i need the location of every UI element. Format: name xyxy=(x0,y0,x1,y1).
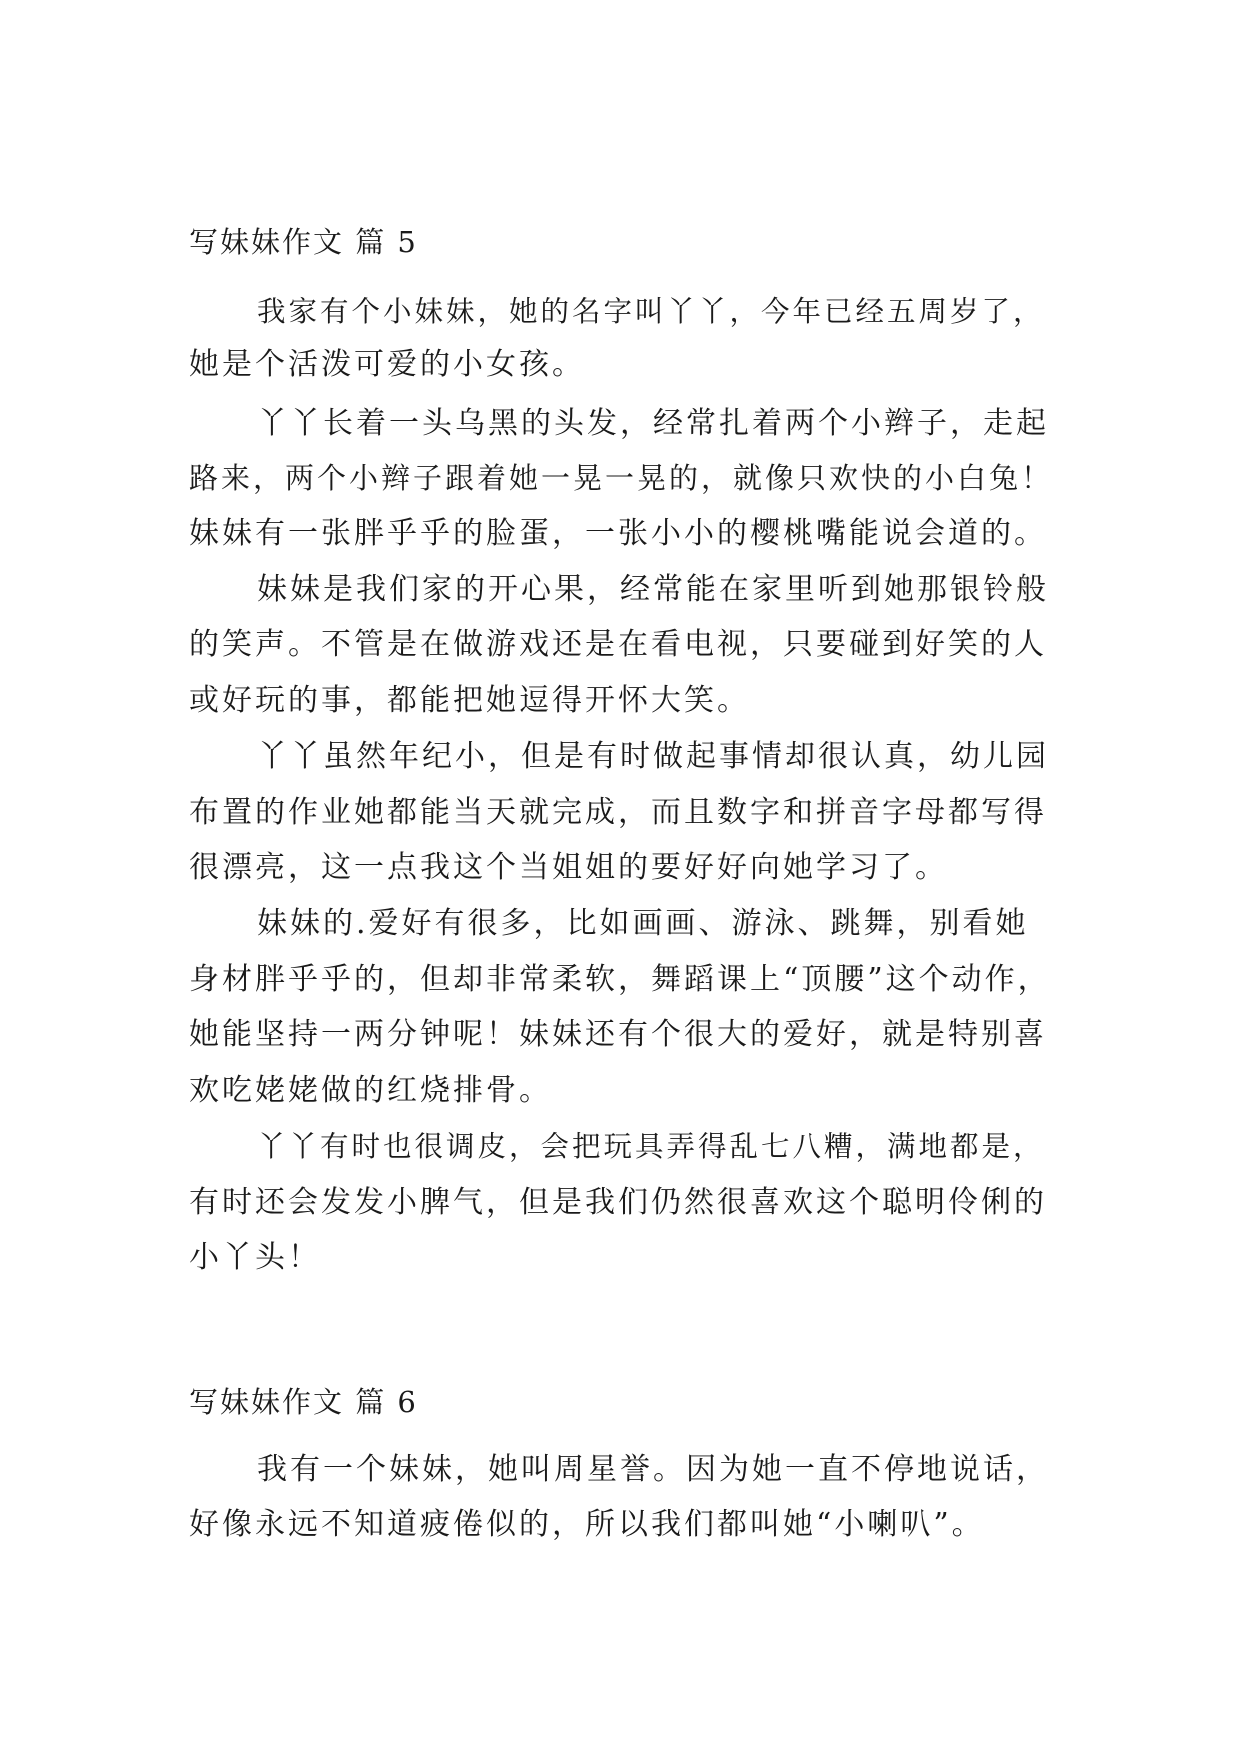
essay-5-line: 布置的作业她都能当天就完成，而且数字和拼音字母都写得 xyxy=(189,795,1047,830)
essay-5-line: 或好玩的事，都能把她逗得开怀大笑。 xyxy=(189,683,750,718)
essay-5-line: 丫丫长着一头乌黑的头发，经常扎着两个小辫子，走起 xyxy=(257,406,1049,441)
essay-5-line: 有时还会发发小脾气，但是我们仍然很喜欢这个聪明伶俐的 xyxy=(189,1185,1047,1220)
essay-6-line: 好像永远不知道疲倦似的，所以我们都叫她“小喇叭”。 xyxy=(189,1507,985,1542)
essay-5-line: 路来，两个小辫子跟着她一晃一晃的，就像只欢快的小白兔！ xyxy=(189,461,1054,495)
essay-6-line: 我有一个妹妹，她叫周星誉。因为她一直不停地说话， xyxy=(257,1452,1049,1487)
essay-5-line: 妹妹的.爱好有很多，比如画画、游泳、跳舞，别看她 xyxy=(257,906,1029,941)
essay-5-line: 很漂亮，这一点我这个当姐姐的要好好向她学习了。 xyxy=(189,850,948,885)
essay-5-line: 丫丫虽然年纪小，但是有时做起事情却很认真，幼儿园 xyxy=(257,739,1049,774)
essay-5-line: 她能坚持一两分钟呢！妹妹还有个很大的爱好，就是特别喜 xyxy=(189,1017,1047,1052)
essay-5-line: 欢吃姥姥做的红烧排骨。 xyxy=(189,1073,552,1108)
essay-6-title: 写妹妹作文 篇 6 xyxy=(189,1385,418,1419)
essay-5-line: 妹妹有一张胖乎乎的脸蛋，一张小小的樱桃嘴能说会道的。 xyxy=(189,516,1047,551)
essay-5-line: 她是个活泼可爱的小女孩。 xyxy=(189,347,585,382)
essay-5-line: 丫丫有时也很调皮，会把玩具弄得乱七八糟，满地都是， xyxy=(257,1130,1045,1163)
essay-5-line: 妹妹是我们家的开心果，经常能在家里听到她那银铃般 xyxy=(257,572,1049,607)
essay-5-title: 写妹妹作文 篇 5 xyxy=(189,225,418,259)
essay-5-line: 的笑声。不管是在做游戏还是在看电视，只要碰到好笑的人 xyxy=(189,627,1047,662)
essay-5-line: 我家有个小妹妹，她的名字叫丫丫，今年已经五周岁了， xyxy=(257,295,1045,328)
essay-5-line: 身材胖乎乎的，但却非常柔软，舞蹈课上“顶腰”这个动作， xyxy=(189,962,1051,997)
essay-5-line: 小丫头！ xyxy=(189,1240,321,1275)
